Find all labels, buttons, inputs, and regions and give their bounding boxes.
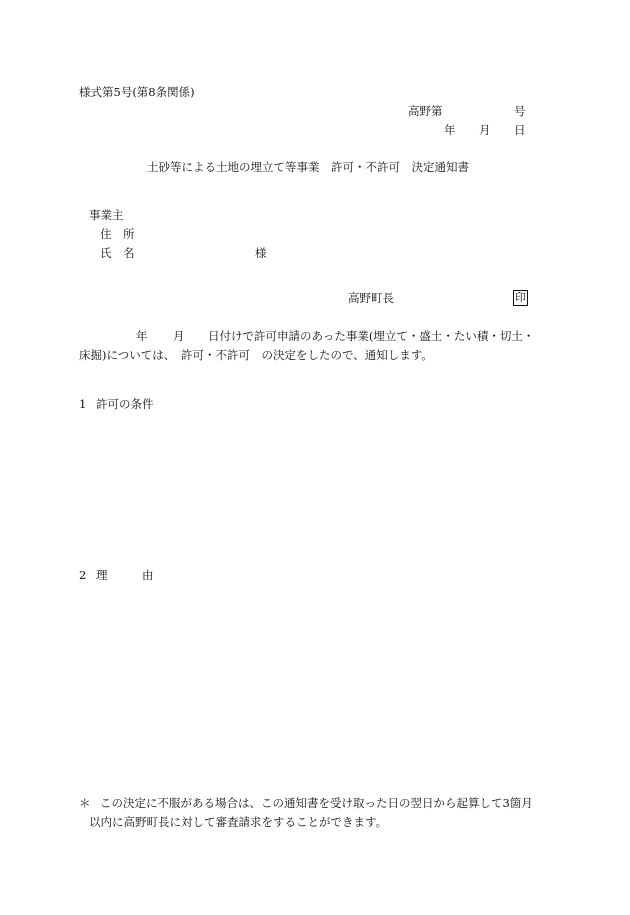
form-number: 様式第5号(第8条関係) — [79, 85, 195, 99]
issue-date-month: 月 — [479, 123, 491, 137]
seal-mark — [513, 290, 528, 306]
footnote-mark: ＊ — [79, 796, 91, 810]
section-1-number: 1 — [79, 397, 87, 411]
footnote-line2: 以内に高野町長に対して審査請求をすることができます。 — [89, 815, 388, 829]
honorific-sama: 様 — [255, 246, 267, 260]
reference-prefix: 高野第 — [408, 104, 443, 118]
document-title: 土砂等による土地の埋立て等事業 許可・不許可 決定通知書 — [147, 160, 469, 174]
seal-box: 印 — [515, 291, 526, 304]
body-line2: 床掘)については、 許可・不許可 の決定をしたので、通知します。 — [79, 348, 433, 362]
address-label: 住 所 — [100, 227, 135, 241]
section-1-heading: 許可の条件 — [96, 397, 154, 411]
issue-date-day: 日 — [514, 123, 526, 137]
reference-suffix: 号 — [514, 104, 526, 118]
body-year: 年 — [136, 329, 148, 343]
section-2-number: 2 — [79, 568, 87, 582]
body-month: 月 — [173, 329, 185, 343]
section-2-heading: 理 由 — [96, 568, 154, 582]
issuer-name: 高野町長 — [348, 291, 394, 305]
business-owner-heading: 事業主 — [89, 208, 124, 222]
name-label: 氏 名 — [100, 246, 135, 260]
body-line1: 日付けで許可申請のあった事業(埋立て・盛土・たい積・切土・ — [208, 329, 535, 343]
issue-date-year: 年 — [444, 123, 456, 137]
footnote-line1: この決定に不服がある場合は、この通知書を受け取った日の翌日から起算して3箇月 — [100, 796, 533, 810]
